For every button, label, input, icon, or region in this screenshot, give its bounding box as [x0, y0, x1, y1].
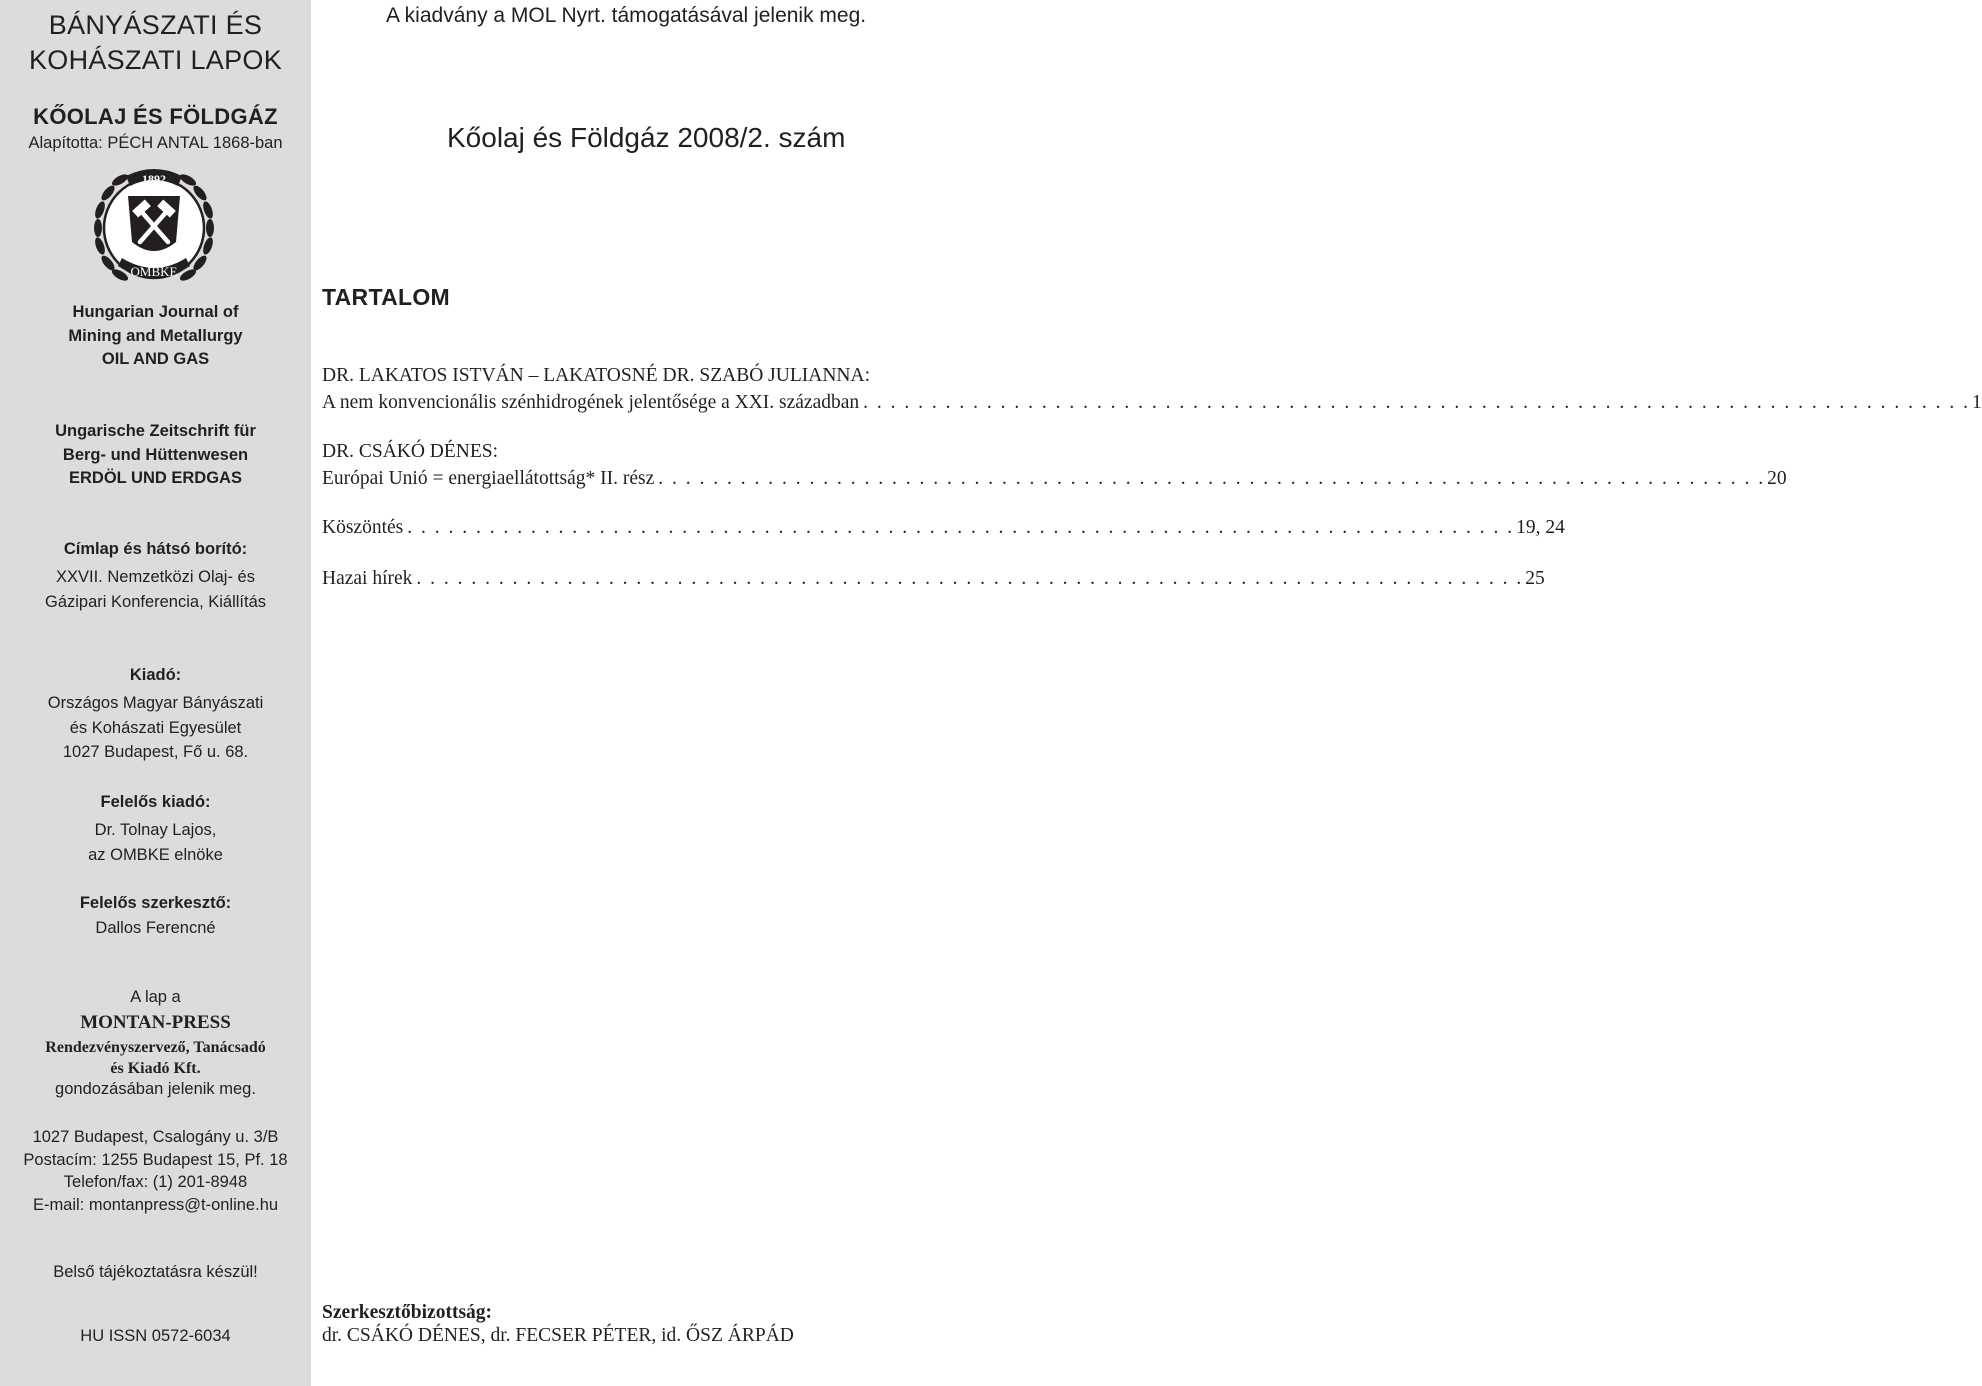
german-title: Ungarische Zeitschrift für Berg- und Hüttenwesen ERDÖL UND ERDGAS [55, 422, 256, 487]
series-title: BÁNYÁSZATI ÉS KOHÁSZATI LAPOK [28, 10, 283, 75]
toc-author: DR. LAKATOS ISTVÁN – LAKATOSNÉ DR. SZABÓ JULIANNA: [322, 365, 871, 386]
internal-note: Belső tájékoztatásra készül! [53, 1263, 258, 1281]
toc-entry [322, 392, 1982, 414]
founder-line: Alapította: PÉCH ANTAL 1868-ban [28, 134, 283, 152]
toc-leader: . . . . . . . . . . . . . . . . . . . . . . . . . . . . . . . . . . . . . . . . . . . . . . . . . . . . . . . . . . . . . . . . . . . . . . . . . . . . . . . . . [407, 517, 1515, 538]
toc-page: 20 [1767, 468, 1787, 489]
cover-label: Címlap és hátsó borító: [63, 540, 248, 558]
logo-year: 1892 [142, 172, 166, 186]
toc-title: Európai Unió = energiaellátottság* II. rész [322, 468, 655, 489]
toc-page: 19, 24 [1516, 517, 1565, 538]
toc-page: 1 [1972, 392, 1982, 413]
toc-leader: . . . . . . . . . . . . . . . . . . . . . . . . . . . . . . . . . . . . . . . . . . . . . . . . . . . . . . . . . . . . . . . . . . . . . . . . . . . . . . . . . [416, 568, 1524, 589]
toc-entry [322, 468, 1787, 490]
sponsor-line: A kiadvány a MOL Nyrt. támogatásával jelenik meg. [386, 4, 867, 27]
toc-page: 25 [1525, 568, 1545, 589]
toc-title: A nem konvencionális szénhidrogének jelentősége a XXI. században [322, 392, 860, 413]
montan-press-subtitle: Rendezvényszervező, Tanácsadó és Kiadó Kft. [45, 1039, 266, 1077]
montan-press-name: MONTAN-PRESS [80, 1012, 231, 1033]
issn: HU ISSN 0572-6034 [80, 1327, 231, 1345]
publisher: Országos Magyar Bányászati és Kohászati Egyesület 1027 Budapest, Fő u. 68. [47, 694, 264, 761]
sidebar [0, 0, 311, 1386]
toc-leader: . . . . . . . . . . . . . . . . . . . . . . . . . . . . . . . . . . . . . . . . . . . . . . . . . . . . . . . . . . . . . . . . . . . . . . . . . . . . . . . . . [658, 468, 1766, 489]
toc-entry [322, 517, 1565, 539]
responsible-publisher-label: Felelős kiadó: [100, 793, 211, 811]
hungarian-title: Hungarian Journal of Mining and Metallurgy OIL AND GAS [68, 303, 243, 368]
cover-text: XXVII. Nemzetközi Olaj- és Gázipari Konferencia, Kiállítás [44, 568, 267, 611]
publisher-label: Kiadó: [129, 666, 182, 684]
lap-line-2: gondozásában jelenik meg. [55, 1080, 256, 1098]
toc-title: Hazai hírek [322, 568, 413, 589]
editorial-board-label: Szerkesztőbizottság: [322, 1302, 493, 1323]
responsible-editor-label: Felelős szerkesztő: [79, 894, 232, 912]
contact-address: 1027 Budapest, Csalogány u. 3/B Postacím: 1255 Budapest 15, Pf. 18 Telefon/fax: (1) 201-8948 E-mail: montanpress@t-online.hu [23, 1128, 288, 1214]
lap-line-1: A lap a [130, 988, 181, 1006]
toc-entry [322, 568, 1545, 590]
toc-title: Köszöntés [322, 517, 404, 538]
ombke-logo [88, 162, 220, 294]
toc-author: DR. CSÁKÓ DÉNES: [322, 441, 499, 462]
editorial-board: dr. CSÁKÓ DÉNES, dr. FECSER PÉTER, id. ŐSZ ÁRPÁD [322, 1325, 794, 1346]
responsible-publisher: Dr. Tolnay Lajos, az OMBKE elnöke [88, 821, 223, 864]
journal-title: KŐOLAJ ÉS FÖLDGÁZ [33, 104, 278, 129]
logo-abbr: OMBKE [130, 264, 178, 279]
responsible-editor: Dallos Ferencné [95, 919, 216, 937]
toc-heading: TARTALOM [322, 284, 451, 310]
toc-leader: . . . . . . . . . . . . . . . . . . . . . . . . . . . . . . . . . . . . . . . . . . . . . . . . . . . . . . . . . . . . . . . . . . . . . . . . . . . . . . . . . [863, 392, 1971, 413]
issue-title: Kőolaj és Földgáz 2008/2. szám [447, 122, 846, 153]
